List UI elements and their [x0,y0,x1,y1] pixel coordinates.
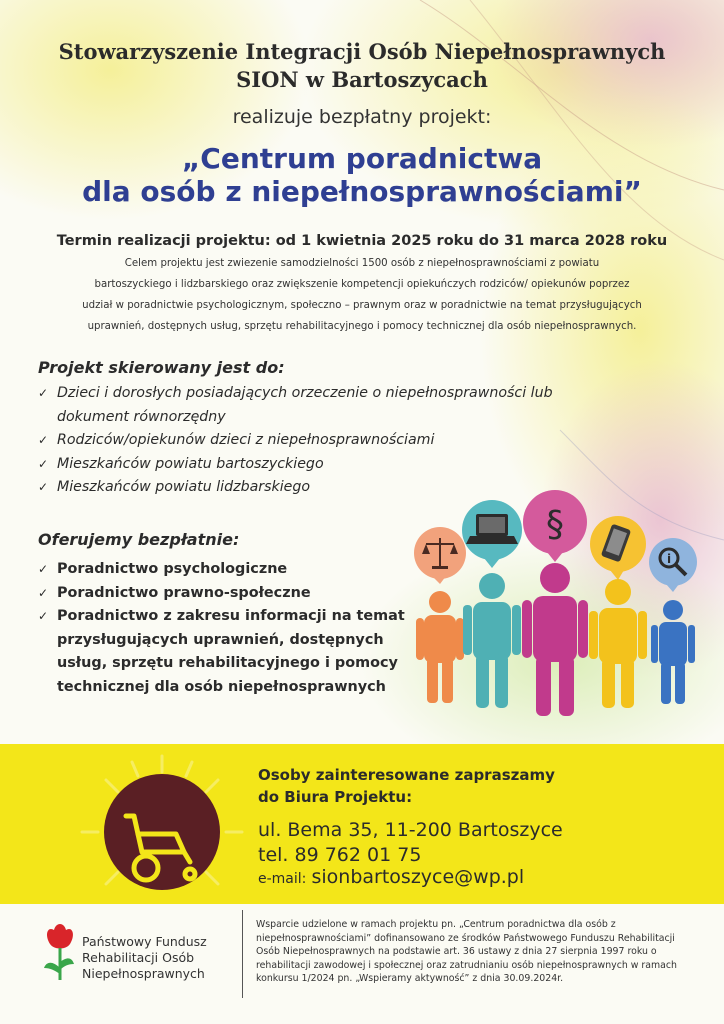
description-line-1: Celem projektu jest zwiezenie samodzielności 1500 osób z niepełnosprawnościami z powiatu [124,258,600,269]
project-title-line-1: „Centrum poradnictwa [181,142,543,175]
person-orange [416,591,464,703]
description-line-4: uprawnień, dostępnych usług, sprzętu rehabilitacyjnego i pomocy technicznej dla osób niepełnosprawnych. [87,321,637,332]
person-blue [651,600,695,704]
offer-heading: Oferujemy bezpłatnie: [38,530,240,549]
project-title [0,142,724,208]
target-heading: Projekt skierowany jest do: [38,358,285,377]
svg-text:i: i [666,552,672,566]
target-list [38,382,628,500]
project-description [46,253,678,337]
paragraph-icon [523,490,587,562]
info-search-icon [649,538,697,592]
invitation-line-1: Osoby zainteresowane zapraszamy [258,766,555,784]
check-icon: ✓ [38,386,49,400]
check-icon: ✓ [38,562,49,576]
check-icon: ✓ [38,480,49,494]
sun-wheelchair-illustration [72,752,252,902]
org-line-2: SION w Bartoszycach [236,67,488,92]
check-icon: ✓ [38,456,49,471]
description-line-2: bartoszyckiego i lidzbarskiego oraz zwiększenie kompetencji opiekuńczych rodziców/ opiekunów poprzez [94,279,630,290]
person-yellow [589,579,647,708]
email-label: e-mail: [258,871,307,887]
funding-notice: Wsparcie udzielone w ramach projektu pn. „Centrum poradnictwa dla osób z niepełnosprawnościami” dofinansowano ze środków Państwowego Funduszu Rehabilitacji Osób Niepełnosprawnych na podstawie art. 36 ustawy z dnia 27 sierpnia 1997 roku o rehabilitacji zawodowej i społecznej oraz zatrudnianiu osób niepełnosprawnych w ramach konkursu 1/2024 pn. „Wspieramy aktywność” z dnia 30.09.2024r. [256,919,678,984]
phone-icon [590,516,646,580]
address: ul. Bema 35, 11-200 Bartoszyce [258,819,563,841]
list-item: ✓ Mieszkańców powiatu lidzbarskiego [38,476,628,500]
pfron-line-1: Państwowy Fundusz [82,934,207,949]
contact-details [258,818,563,868]
invitation-line-2: do Biura Projektu: [258,788,413,806]
list-item: ✓ Poradnictwo psychologiczne [38,558,418,582]
list-item: ✓ Dzieci i dorosłych posiadających orzeczenie o niepełnosprawności lub dokument równorzędny [38,382,628,429]
person-magenta [522,563,588,716]
pfron-name [82,934,207,982]
description-line-3: udział w poradnictwie psychologicznym, społeczno – prawnym oraz w poradnictwie na temat przysługujących [82,300,642,311]
project-title-line-2: dla osób z niepełnosprawnościami” [82,175,642,208]
contact-invitation [258,764,555,808]
list-item: ✓ Rodziców/opiekunów dzieci z niepełnosprawnościami [38,429,628,453]
list-item: ✓ Poradnictwo z zakresu informacji na temat przysługujących uprawnień, dostępnych usług, sprzętu rehabilitacyjnego i pomocy technicznej dla osób niepełnosprawnych [38,605,418,699]
list-item: ✓ Mieszkańców powiatu bartoszyckiego [38,453,628,477]
org-line-1: Stowarzyszenie Integracji Osób Niepełnosprawnych [58,39,666,64]
subtitle: realizuje bezpłatny projekt: [232,106,492,128]
email-link[interactable]: sionbartoszyce@wp.pl [311,866,525,888]
list-item: ✓ Poradnictwo prawno-społeczne [38,582,418,606]
check-icon: ✓ [38,609,49,623]
pfron-line-2: Rehabilitacji Osób [82,950,195,965]
person-teal [463,573,521,708]
offer-list [38,558,418,699]
laptop-icon [462,500,522,568]
project-term: Termin realizacji projektu: od 1 kwietnia 2025 roku do 31 marca 2028 roku [56,233,668,249]
footer-divider [242,910,243,998]
svg-text:§: § [546,504,564,545]
phone-number: tel. 89 762 01 75 [258,844,422,866]
pfron-line-3: Niepełnosprawnych [82,966,205,981]
email-row [258,866,524,888]
people-illustration [410,488,710,728]
scales-icon [414,527,466,584]
check-icon: ✓ [38,433,49,447]
organization-name [0,38,724,94]
check-icon: ✓ [38,585,49,600]
